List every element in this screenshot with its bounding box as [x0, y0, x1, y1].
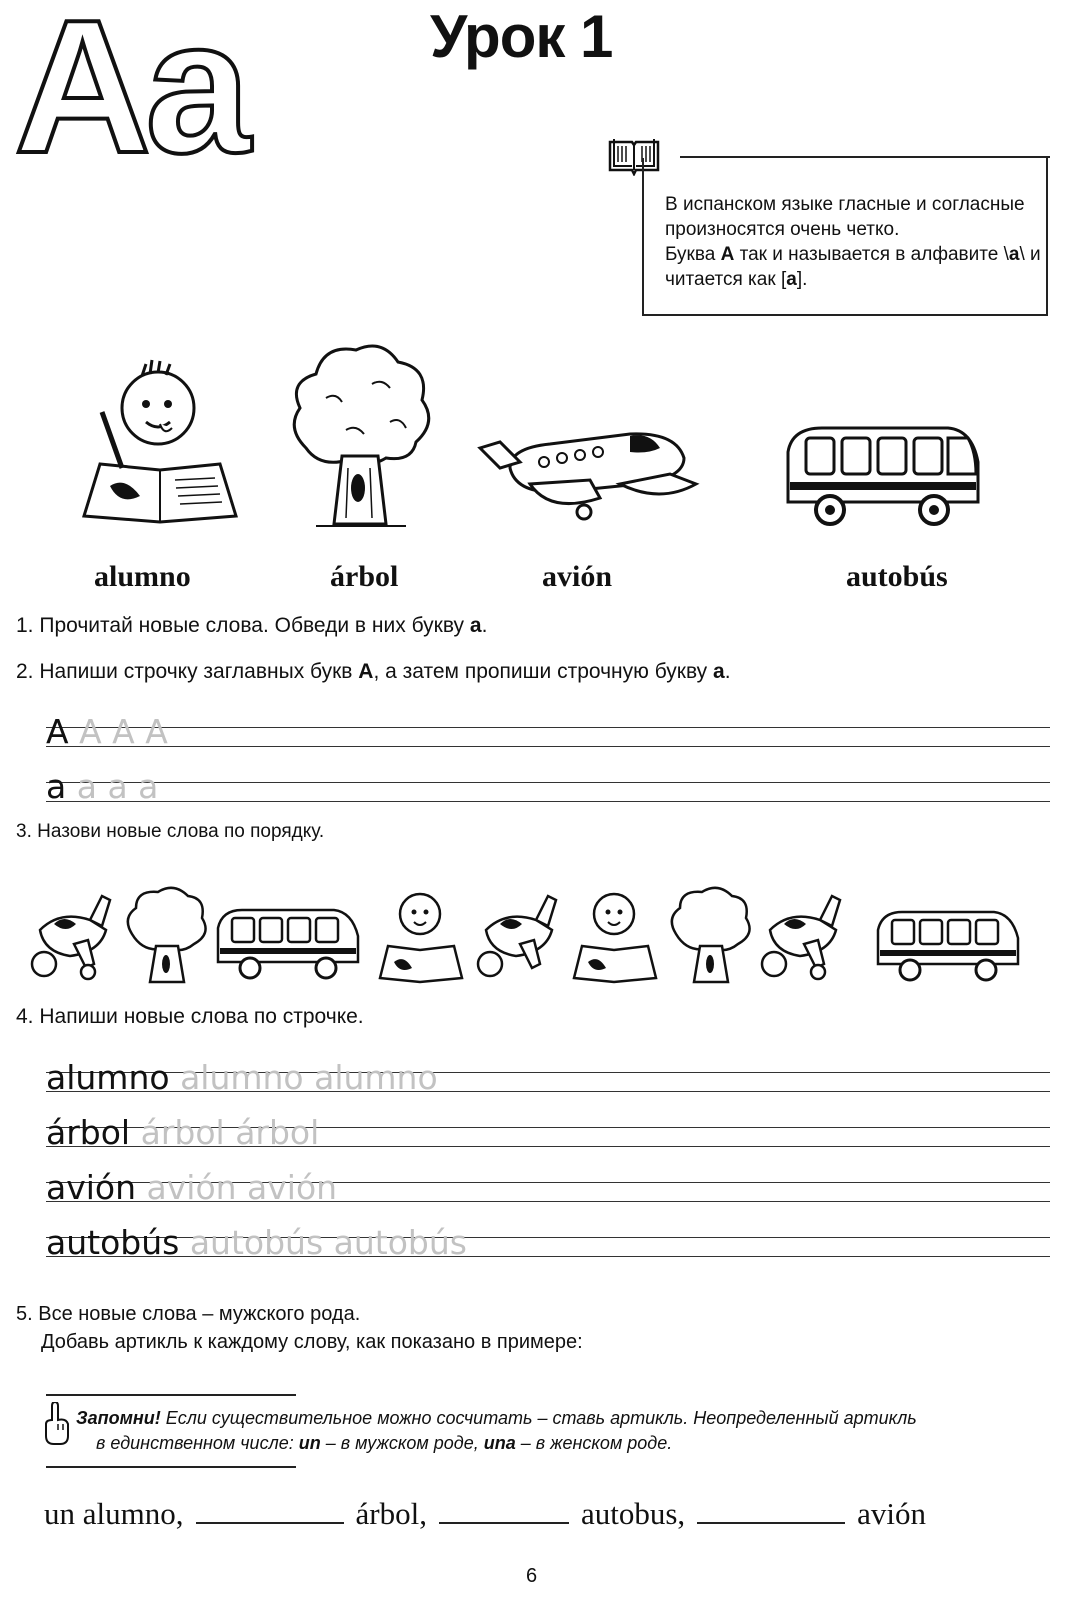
bus-icon	[782, 422, 982, 530]
task-2	[16, 658, 731, 686]
picture-sequence	[30, 882, 1030, 988]
task-1	[16, 612, 487, 640]
reminder-text	[76, 1406, 1056, 1456]
word-practice-avion[interactable]	[46, 1170, 337, 1206]
exercise-example: un alumno,	[44, 1496, 184, 1531]
article-feminine: una	[483, 1433, 516, 1453]
word-practice-autobus[interactable]	[46, 1225, 467, 1261]
article-masculine: un	[298, 1433, 321, 1453]
note-text-part: ].	[796, 269, 808, 290]
reminder-text-part: Если существительное можно сосчитать – ставь артикль. Неопределенный артикль	[160, 1408, 917, 1428]
reminder-top-rule	[46, 1394, 296, 1396]
boy-reading-icon	[80, 356, 240, 536]
note-letter-sound: а	[786, 269, 797, 290]
practice-lead: árbol	[46, 1113, 131, 1152]
note-line-1: В испанском языке гласные и согласные произносятся очень четко.	[665, 194, 1025, 240]
note-text-part: так и называется в алфавите \	[734, 244, 1009, 265]
task-text: 2. Напиши строчку заглавных букв	[16, 660, 359, 683]
note-text-part: Буква	[665, 244, 721, 265]
answer-blank-1[interactable]	[196, 1498, 344, 1524]
practice-lead: autobús	[46, 1223, 180, 1262]
pointing-hand-icon	[44, 1402, 70, 1446]
task-letter: а	[713, 660, 725, 683]
task-3: 3. Назови новые слова по порядку.	[16, 821, 325, 842]
reminder-text-part: – в женском роде.	[515, 1433, 673, 1453]
task-5-line-2: Добавь артикль к каждому слову, как показано в примере:	[41, 1331, 583, 1353]
reminder-line-1	[76, 1406, 1056, 1431]
airplane-icon	[470, 418, 702, 524]
practice-lead: a	[46, 767, 67, 806]
caption-autobus: autobús	[846, 560, 948, 593]
seq-boy-reading-icon	[574, 894, 656, 982]
tree-icon	[286, 338, 436, 534]
task-text: .	[724, 660, 731, 683]
practice-trace: a a a	[76, 767, 159, 806]
big-letters-aa	[14, 10, 284, 160]
task-4: 4. Напиши новые слова по строчке.	[16, 1005, 364, 1028]
reminder-line-2	[76, 1431, 1056, 1456]
writing-rule	[46, 801, 1050, 802]
practice-trace: árbol árbol	[140, 1113, 320, 1152]
page-number: 6	[526, 1565, 538, 1587]
practice-trace: alumno alumno	[180, 1058, 438, 1097]
task-5-line-1: 5. Все новые слова – мужского рода.	[16, 1303, 361, 1325]
reminder-bottom-rule	[46, 1466, 296, 1468]
practice-lead: avión	[46, 1168, 137, 1207]
caption-arbol: árbol	[330, 560, 399, 593]
task-letter: а	[469, 614, 482, 637]
practice-trace: A A A	[79, 712, 168, 751]
exercise-word-arbol: árbol,	[355, 1496, 427, 1531]
reminder-label: Запомни!	[76, 1408, 161, 1428]
seq-airplane-icon	[478, 896, 556, 976]
writing-rule	[46, 727, 1050, 728]
answer-blank-2[interactable]	[439, 1498, 569, 1524]
article-exercise	[44, 1496, 926, 1532]
task-text: .	[481, 614, 488, 637]
practice-trace: avión avión	[146, 1168, 338, 1207]
seq-tree-icon	[128, 888, 206, 982]
task-letter: А	[358, 660, 374, 683]
exercise-word-autobus: autobus,	[580, 1496, 686, 1531]
caption-alumno: alumno	[94, 560, 191, 593]
lower-letter-practice[interactable]	[46, 769, 158, 805]
seq-airplane-icon	[32, 896, 110, 979]
caption-avion: avión	[542, 560, 613, 593]
word-practice-arbol[interactable]	[46, 1115, 319, 1151]
note-text-part: \ и читается как [	[665, 244, 1041, 290]
note-line-2	[665, 242, 1045, 292]
task-5	[16, 1300, 583, 1356]
note-letter-name: а	[1008, 244, 1020, 265]
note-text	[665, 192, 1045, 292]
practice-lead: alumno	[46, 1058, 170, 1097]
seq-airplane-icon	[762, 896, 840, 979]
task-text: 1. Прочитай новые слова. Обведи в них букву	[16, 614, 470, 637]
answer-blank-3[interactable]	[697, 1498, 845, 1524]
word-practice-alumno[interactable]	[46, 1060, 438, 1096]
seq-tree-icon	[672, 888, 750, 982]
lesson-title: Урок 1	[430, 3, 613, 70]
seq-bus-icon	[878, 912, 1018, 980]
task-text: , а затем пропиши строчную букву	[373, 660, 713, 683]
big-letters-text: Aa	[14, 10, 245, 160]
writing-rule	[46, 746, 1050, 747]
writing-rule	[46, 782, 1050, 783]
upper-letter-practice[interactable]	[46, 714, 168, 750]
seq-bus-icon	[218, 910, 358, 978]
practice-trace: autobús autobús	[189, 1223, 467, 1262]
note-letter: А	[720, 244, 735, 265]
reminder-text-part: в единственном числе:	[96, 1433, 299, 1453]
reminder-text-part: – в мужском роде,	[320, 1433, 484, 1453]
seq-boy-reading-icon	[380, 894, 462, 982]
exercise-word-avion: avión	[857, 1496, 927, 1531]
practice-lead: A	[46, 712, 69, 751]
